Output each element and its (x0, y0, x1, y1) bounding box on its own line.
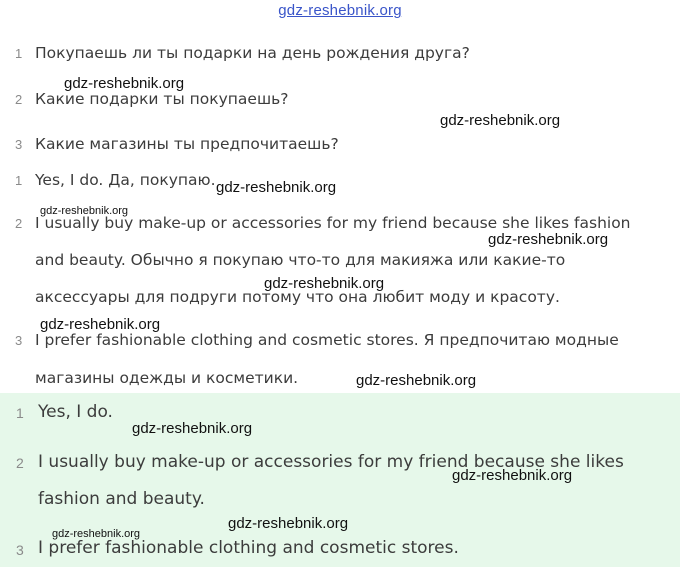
watermark: gdz-reshebnik.org (64, 75, 185, 92)
translation-line: Yes, I do. Да, покупаю. (35, 171, 216, 189)
watermark: gdz-reshebnik.org (228, 515, 349, 532)
translation-line: I prefer fashionable clothing and cosmetic stores. Я предпочитаю модные (35, 331, 619, 349)
watermark: gdz-reshebnik.org (216, 179, 337, 196)
question-number: 2 (15, 92, 23, 107)
question-number: 3 (15, 137, 23, 152)
watermark: gdz-reshebnik.org (132, 420, 253, 437)
site-header-link[interactable]: gdz-reshebnik.org (278, 2, 402, 19)
watermark: gdz-reshebnik.org (356, 372, 477, 389)
translation-line: and beauty. Обычно я покупаю что-то для макияжа или какие-то (35, 251, 566, 269)
answer-number: 1 (16, 405, 24, 421)
answer-number: 3 (16, 542, 24, 558)
watermark: gdz-reshebnik.org (52, 528, 141, 540)
translation-line: I usually buy make-up or accessories for my friend because she likes fashion (35, 214, 631, 232)
translation-number: 2 (15, 216, 23, 231)
answer-line: I prefer fashionable clothing and cosmetic stores. (38, 538, 459, 558)
question-text: Какие подарки ты покупаешь? (35, 90, 289, 108)
question-number: 1 (15, 46, 23, 61)
answer-line: I usually buy make-up or accessories for my friend because she likes (38, 452, 624, 472)
answer-line: Yes, I do. (38, 402, 113, 422)
watermark: gdz-reshebnik.org (452, 467, 573, 484)
watermark: gdz-reshebnik.org (440, 112, 561, 129)
answer-number: 2 (16, 455, 24, 471)
answer-line: fashion and beauty. (38, 489, 205, 509)
translation-number: 1 (15, 173, 23, 188)
translation-line: магазины одежды и косметики. (35, 369, 299, 387)
translation-line: аксессуары для подруги потому что она любит моду и красоту. (35, 288, 560, 306)
watermark: gdz-reshebnik.org (40, 316, 161, 333)
watermark: gdz-reshebnik.org (488, 231, 609, 248)
question-text: Покупаешь ли ты подарки на день рождения друга? (35, 44, 470, 62)
watermark: gdz-reshebnik.org (264, 275, 385, 292)
translation-number: 3 (15, 333, 23, 348)
watermark: gdz-reshebnik.org (40, 205, 129, 217)
question-text: Какие магазины ты предпочитаешь? (35, 135, 339, 153)
